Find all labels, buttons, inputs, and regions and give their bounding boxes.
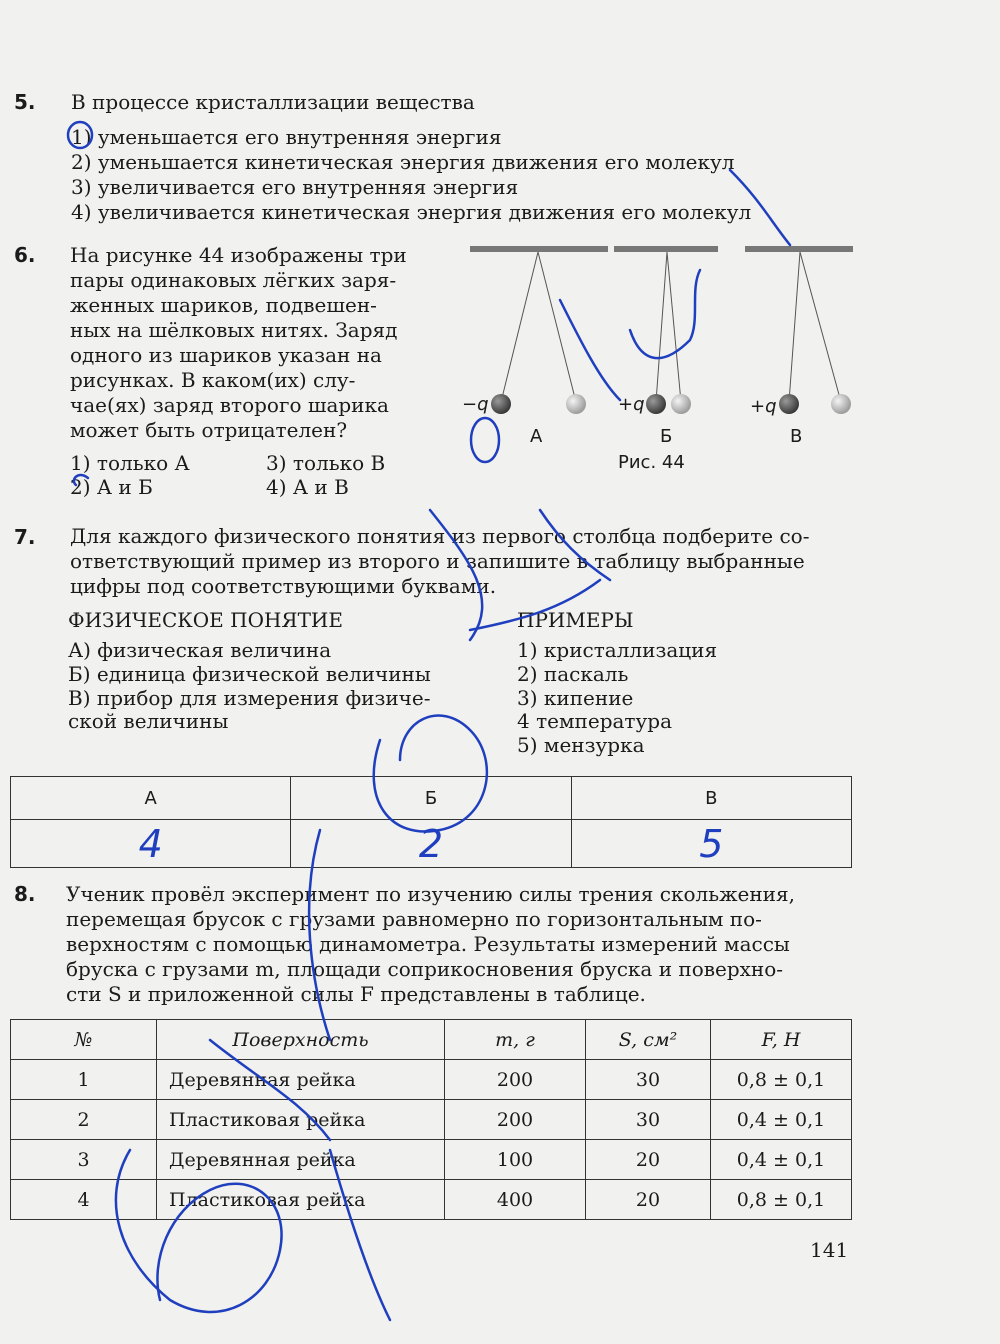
figure-caption: Рис. 44 — [618, 452, 685, 473]
row-2-surface: Пластиковая рейка — [157, 1100, 445, 1140]
row-3-area: 20 — [586, 1140, 711, 1180]
row-2-area: 30 — [586, 1100, 711, 1140]
q8-line-3: верхностям с помощью динамометра. Результаты измерений массы — [66, 932, 790, 956]
figure-label-b: Б — [660, 426, 673, 447]
table-row — [11, 1140, 852, 1180]
row-2-number: 2 — [11, 1100, 157, 1140]
q7-right-item-2: 2) паскаль — [517, 662, 629, 686]
answer-header-v: В — [571, 777, 851, 820]
table-row — [11, 1100, 852, 1140]
row-4-surface: Пластиковая рейка — [157, 1180, 445, 1220]
row-1-area: 30 — [586, 1060, 711, 1100]
row-3-surface: Деревянная рейка — [157, 1140, 445, 1180]
q6-option-1: 1) только А — [70, 451, 190, 475]
q7-answer-table — [10, 776, 852, 868]
q7-line-1: Для каждого физического понятия из первого столбца подберите со- — [70, 524, 810, 548]
q7-line-3: цифры под соответствующими буквами. — [70, 574, 497, 598]
q6-option-4: 4) А и В — [266, 475, 349, 499]
row-4-area: 20 — [586, 1180, 711, 1220]
q6-line-5: одного из шариков указан на — [70, 343, 382, 367]
row-2-mass: 200 — [445, 1100, 586, 1140]
q6-option-2: 2) А и Б — [70, 475, 153, 499]
q6-line-4: ных на шёлковых нитях. Заряд — [70, 318, 398, 342]
support-bars — [470, 246, 853, 252]
row-3-number: 3 — [11, 1140, 157, 1180]
row-4-mass: 400 — [445, 1180, 586, 1220]
ball-v-left — [779, 394, 799, 414]
q7-left-item-v-cont: ской величины — [68, 709, 229, 733]
q7-left-item-a: А) физическая величина — [68, 638, 332, 662]
row-1-surface: Деревянная рейка — [157, 1060, 445, 1100]
col-header-surface: Поверхность — [157, 1020, 445, 1060]
q7-right-item-3: 3) кипение — [517, 686, 634, 710]
q7-right-item-1: 1) кристаллизация — [517, 638, 718, 662]
q7-right-header: ПРИМЕРЫ — [517, 608, 634, 632]
row-3-force: 0,4 ± 0,1 — [711, 1140, 852, 1180]
col-header-mass: m, г — [445, 1020, 586, 1060]
q6-number: 6. — [14, 243, 36, 267]
handwritten-answer-a: 4 — [138, 821, 163, 866]
table-row — [11, 1060, 852, 1100]
q7-right-item-4: 4 температура — [517, 709, 672, 733]
q6-line-6: рисунках. В каком(их) слу- — [70, 368, 356, 392]
row-3-mass: 100 — [445, 1140, 586, 1180]
q6-line-3: женных шариков, подвешен- — [70, 293, 377, 317]
handwritten-answer-b: 2 — [418, 821, 444, 866]
q7-line-2: ответствующий пример из второго и запишите в таблицу выбранные — [70, 549, 805, 573]
row-1-number: 1 — [11, 1060, 157, 1100]
answer-cell-v[interactable] — [571, 820, 851, 868]
q6-line-1: На рисунке 44 изображены три — [70, 243, 407, 267]
ball-a-right — [566, 394, 586, 414]
answer-header-b: Б — [291, 777, 571, 820]
row-1-force: 0,8 ± 0,1 — [711, 1060, 852, 1100]
q7-right-item-5: 5) мензурка — [517, 733, 645, 757]
table-row — [11, 1180, 852, 1220]
row-1-mass: 200 — [445, 1060, 586, 1100]
q5-option-4: 4) увеличивается кинетическая энергия движения его молекул — [71, 200, 752, 224]
col-header-force: F, Н — [711, 1020, 852, 1060]
handwritten-answer-v: 5 — [699, 821, 724, 866]
q6-option-3: 3) только В — [266, 451, 386, 475]
q7-left-item-v: В) прибор для измерения физиче- — [68, 686, 431, 710]
answer-cell-a[interactable] — [11, 820, 291, 868]
q8-line-4: бруска с грузами m, площади соприкосновения бруска и поверхно- — [66, 957, 784, 981]
page-number: 141 — [810, 1238, 849, 1262]
q5-stem: В процессе кристаллизации вещества — [71, 90, 475, 114]
ball-b-right — [671, 394, 691, 414]
col-header-area: S, см² — [586, 1020, 711, 1060]
figure-label-a: А — [530, 426, 543, 447]
row-4-force: 0,8 ± 0,1 — [711, 1180, 852, 1220]
row-2-force: 0,4 ± 0,1 — [711, 1100, 852, 1140]
q8-line-1: Ученик провёл эксперимент по изучению силы трения скольжения, — [66, 882, 795, 906]
threads — [501, 252, 841, 402]
q6-line-2: пары одинаковых лёгких заря- — [70, 268, 397, 292]
answer-cell-b[interactable] — [291, 820, 571, 868]
charge-label-b: +q — [618, 394, 645, 415]
q5-option-3: 3) увеличивается его внутренняя энергия — [71, 175, 519, 199]
q7-left-header: ФИЗИЧЕСКОЕ ПОНЯТИЕ — [68, 608, 343, 632]
row-4-number: 4 — [11, 1180, 157, 1220]
q6-line-7: чае(ях) заряд второго шарика — [70, 393, 389, 417]
q5-option-2: 2) уменьшается кинетическая энергия движения его молекул — [71, 150, 735, 174]
q7-number: 7. — [14, 525, 36, 549]
q8-line-2: перемещая брусок с грузами равномерно по горизонтальным по- — [66, 907, 762, 931]
q5-option-1: 1) уменьшается его внутренняя энергия — [71, 125, 502, 149]
col-header-number: № — [11, 1020, 157, 1060]
answer-header-a: А — [11, 777, 291, 820]
q8-results-table — [10, 1019, 852, 1220]
q8-line-5: сти S и приложенной силы F представлены в таблице. — [66, 982, 646, 1006]
charge-label-v: +q — [750, 396, 777, 417]
q5-number: 5. — [14, 90, 36, 114]
ball-a-left — [491, 394, 511, 414]
ball-b-left — [646, 394, 666, 414]
q8-number: 8. — [14, 882, 36, 906]
figure-label-v: В — [790, 426, 803, 447]
ball-v-right — [831, 394, 851, 414]
charge-label-a: −q — [462, 394, 489, 415]
q6-line-8: может быть отрицателен? — [70, 418, 348, 442]
q7-left-item-b: Б) единица физической величины — [68, 662, 431, 686]
